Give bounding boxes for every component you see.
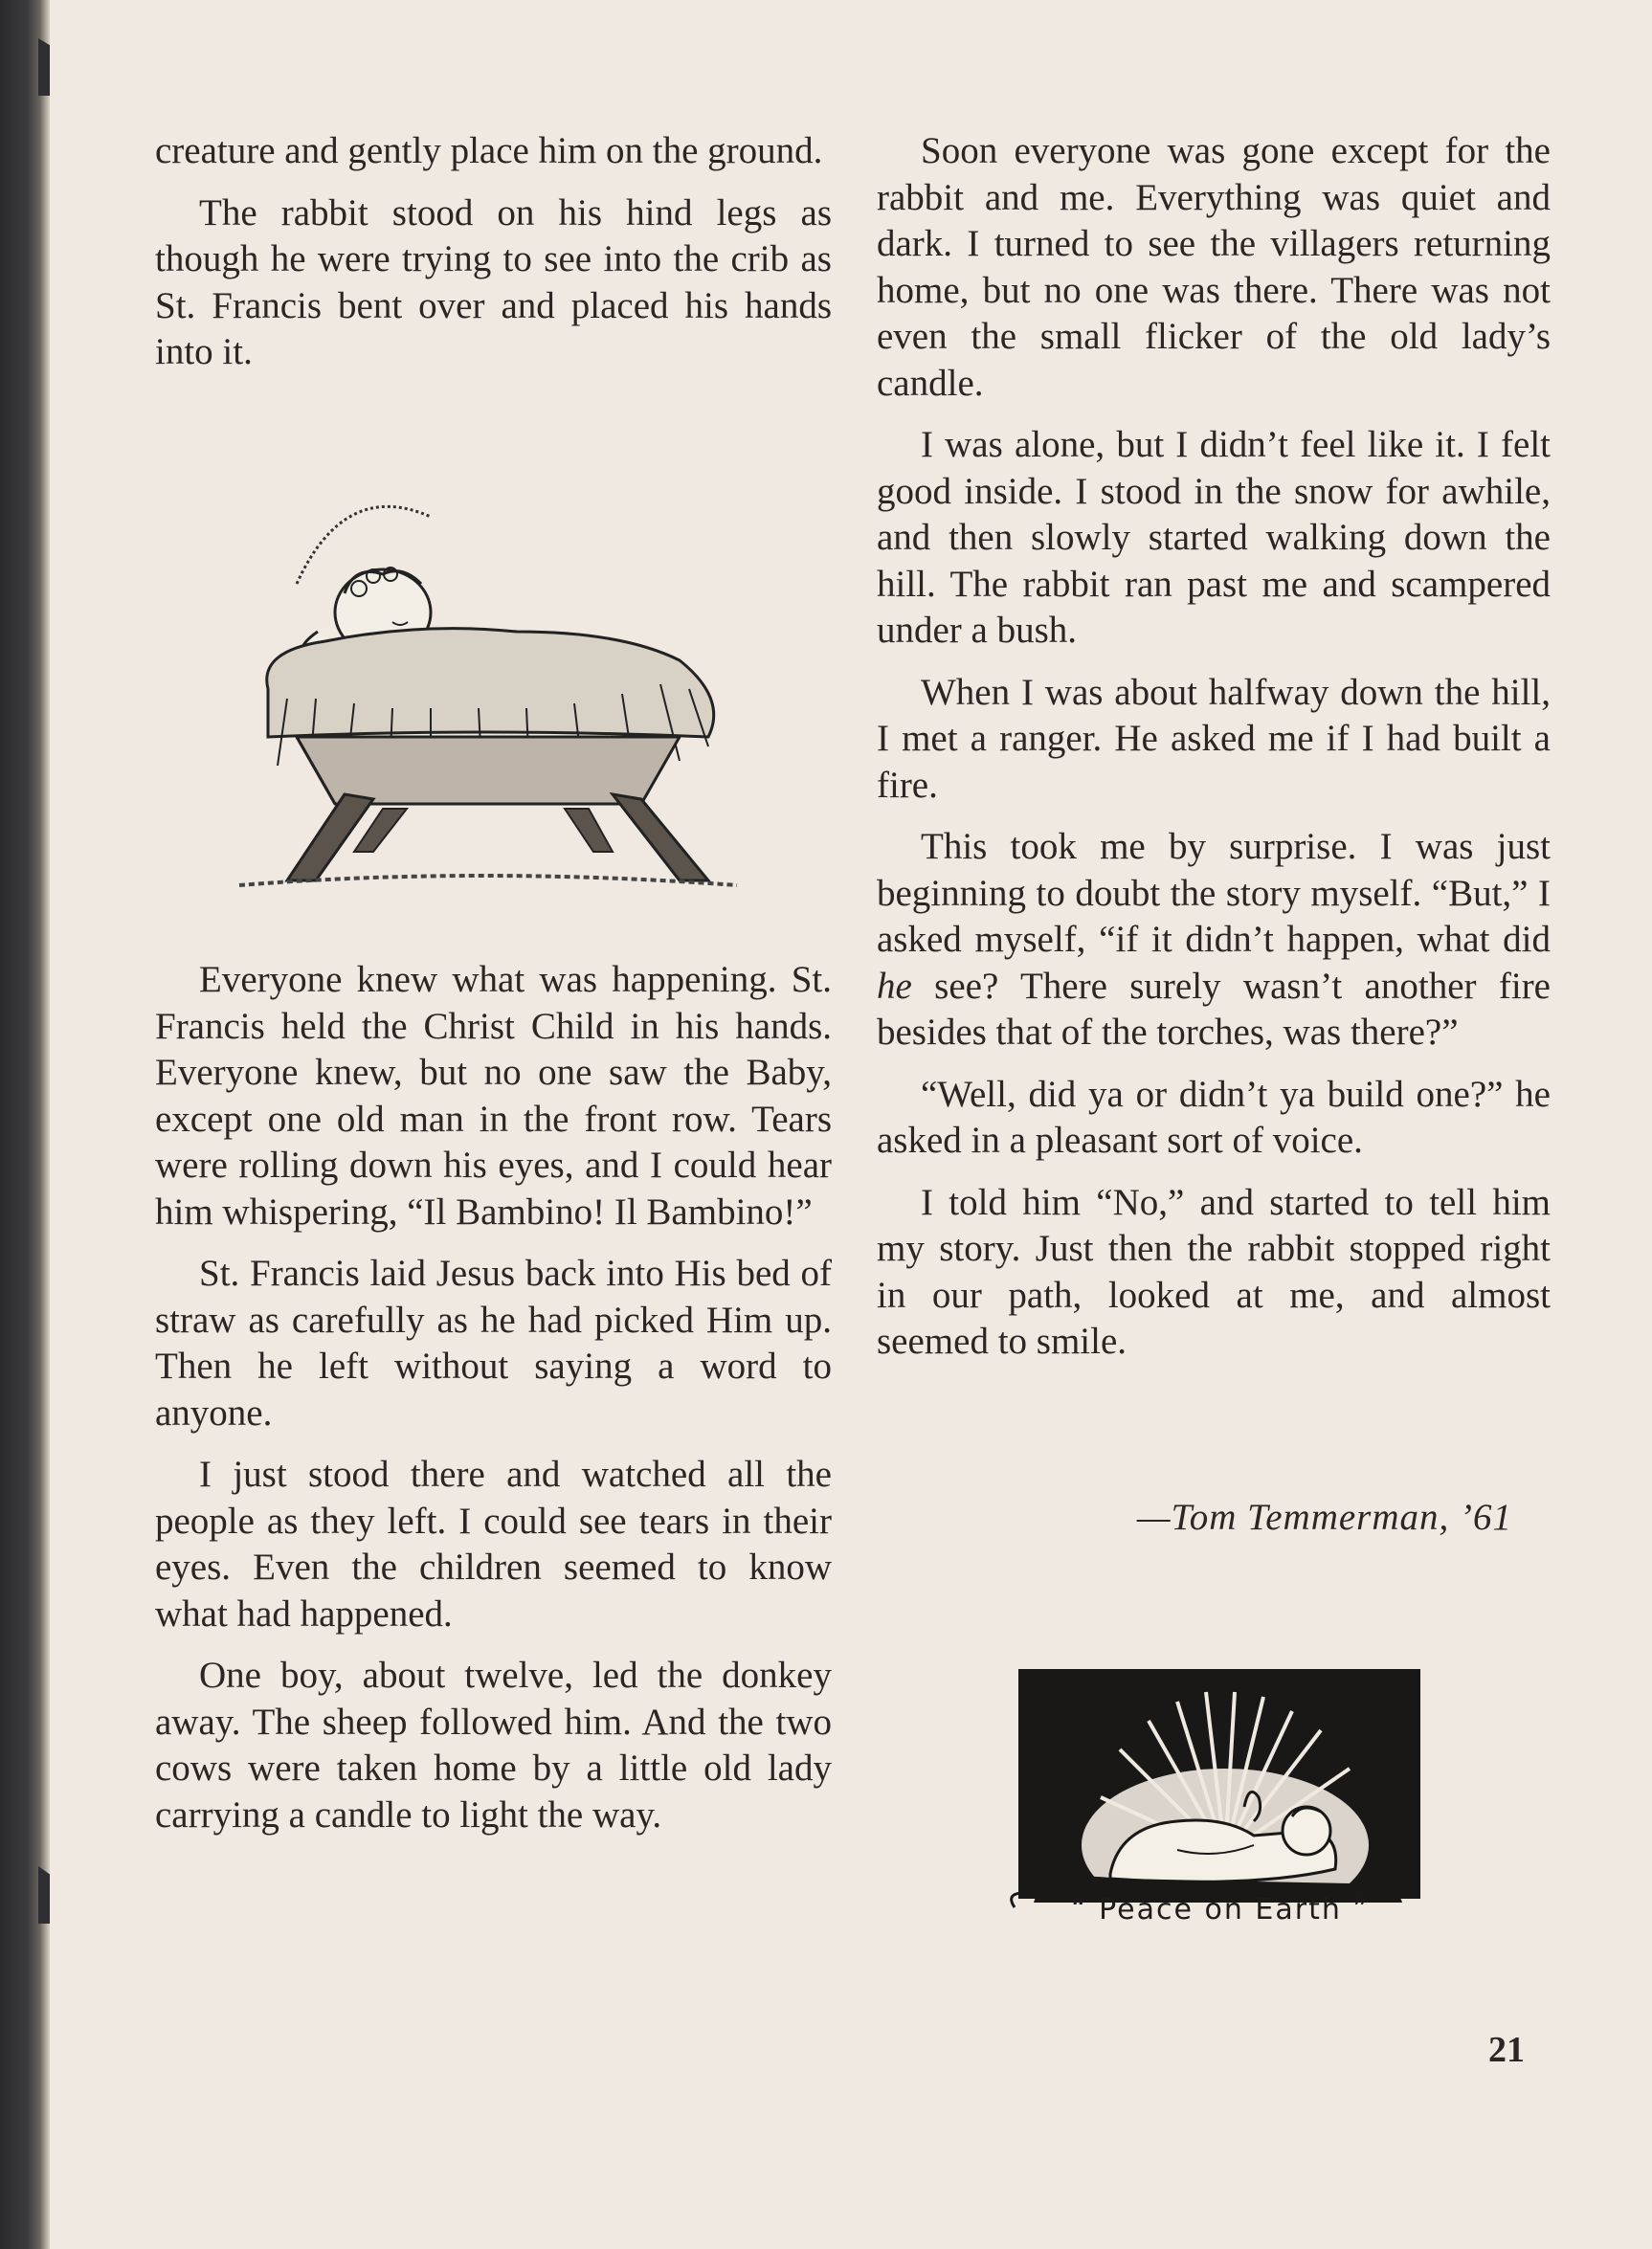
paragraph: Everyone knew what was happening. St. Francis held the Christ Child in his hands. Everyone knew, but no one saw the Baby, except one old man in the front row. Tears were rolling down his eyes, and I could hear him whispering, “Il Bambino! Il Bambino!” [155,959,832,1233]
paragraph: I was alone, but I didn’t feel like it. I felt good inside. I stood in the snow for awhile, and then slowly started walking down the hill. The rabbit ran past me and scampered under a bush. [877,424,1551,651]
paragraph: The rabbit stood on his hind legs as though he were trying to see into the crib as St. Francis bent over and placed his hands into it. [155,191,832,372]
paragraph: St. Francis laid Jesus back into His bed of straw as carefully as he had picked Him up. Then he left without saying a word to anyone. [155,1253,832,1434]
illustration-caption: “ Peace on Earth ” [1071,1893,1370,1926]
paragraph: When I was about halfway down the hill, I met a ranger. He asked me if I had built a fire. [877,671,1551,806]
baby-head-icon [1283,1807,1330,1855]
paragraph: “Well, did ya or didn’t ya build one?” he asked in a pleasant sort of voice. [877,1073,1551,1161]
author-signature: —Tom Temmerman, ’61 [1136,1497,1512,1538]
paragraph: creature and gently place him on the ground. [155,130,823,171]
manger-illustration [230,479,747,909]
straw-icon [267,629,714,737]
text-span: see? There surely wasn’t another fire besides that of the torches, was there?” [877,965,1551,1053]
left-column-top [155,128,832,391]
paragraph: I told him “No,” and started to tell him my story. Just then the rabbit stopped right in our path, looked at me, and almost seemed to smile. [877,1181,1551,1362]
paragraph: One boy, about twelve, led the donkey away. The sheep followed him. And the two cows were taken home by a little old lady carrying a candle to light the way. [155,1655,832,1836]
italic-word: he [877,965,912,1007]
paragraph: I just stood there and watched all the people as they left. I could see tears in their eyes. Even the children seemed to know what had happened. [155,1454,832,1635]
paragraph: Soon everyone was gone except for the rabbit and me. Everything was quiet and dark. I turned to see the villagers returning home, but no one was there. There was not even the small flicker of the old lady’s candle. [877,130,1551,404]
paragraph [877,824,1551,1057]
left-column-bottom [155,957,832,1854]
page-number: 21 [1488,2030,1525,2070]
right-column [877,128,1551,1381]
text-span: This took me by surprise. I was just beginning to doubt the story myself. “But,” I asked myself, “if it didn’t happen, what did [877,826,1551,960]
